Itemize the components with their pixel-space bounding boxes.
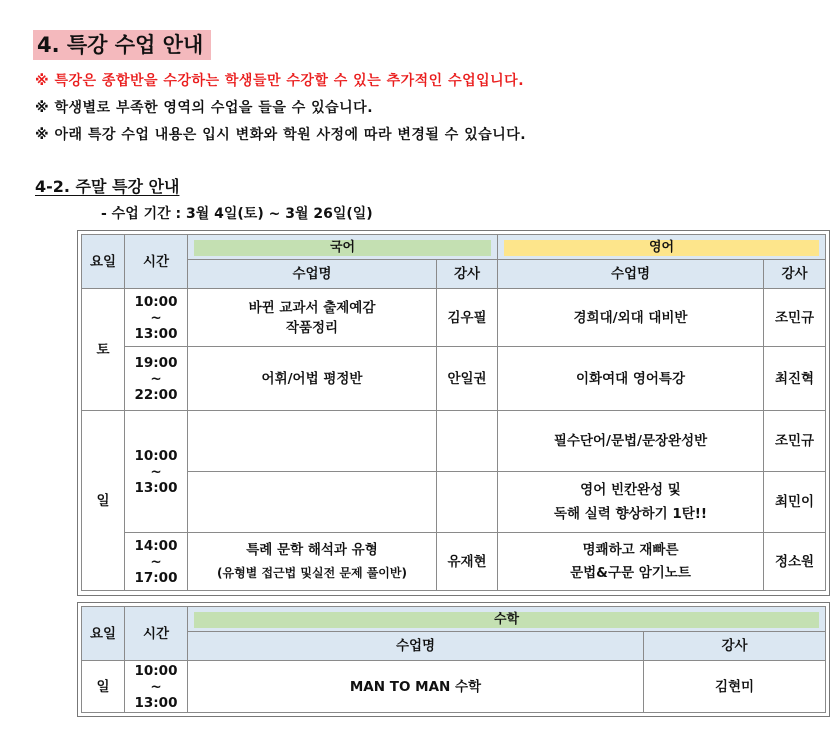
time-end: 22:00 xyxy=(134,386,178,403)
weekend-schedule-table-math xyxy=(81,606,826,713)
header-math: 수학 xyxy=(194,612,819,628)
time-end: 17:00 xyxy=(134,569,178,586)
english-teacher: 최진혁 xyxy=(764,347,826,411)
section-title: 4. 특강 수업 안내 xyxy=(33,30,211,60)
korean-teacher-empty xyxy=(437,411,498,472)
header-english-cell xyxy=(498,235,826,260)
subsection-title: 4-2. 주말 특강 안내 xyxy=(35,177,180,196)
header-day: 요일 xyxy=(82,235,125,289)
english-teacher: 정소원 xyxy=(764,533,826,591)
korean-teacher: 김우필 xyxy=(437,289,498,347)
table1-header-row-1 xyxy=(82,235,826,260)
table-row xyxy=(82,533,826,591)
header-english-course: 수업명 xyxy=(498,260,764,289)
course-line: 독해 실력 향상하기 1탄!! xyxy=(553,506,708,522)
header-math-course: 수업명 xyxy=(188,632,644,661)
day-saturday: 토 xyxy=(82,289,125,411)
english-teacher: 최민이 xyxy=(764,472,826,533)
header-day: 요일 xyxy=(82,607,125,661)
english-teacher: 조민규 xyxy=(764,289,826,347)
time-cell xyxy=(125,661,188,713)
time-cell xyxy=(125,347,188,411)
time-cell xyxy=(125,533,188,591)
header-time: 시간 xyxy=(125,607,188,661)
time-end: 13:00 xyxy=(134,479,178,496)
notice-line-1: ※ 특강은 종합반을 수강하는 학생들만 수강할 수 있는 추가적인 수업입니다. xyxy=(35,73,525,89)
table2-header-row-1 xyxy=(82,607,826,632)
course-line: 영어 빈칸완성 및 xyxy=(580,482,681,498)
course-line: 문법&구문 암기노트 xyxy=(570,565,691,581)
notice-line-3: ※ 아래 특강 수업 내용은 입시 변화와 학원 사정에 따라 변경될 수 있습니다. xyxy=(35,127,527,143)
time-separator: ~ xyxy=(150,463,162,480)
english-course xyxy=(498,533,764,591)
header-time: 시간 xyxy=(125,235,188,289)
korean-course: 어휘/어법 평정반 xyxy=(188,347,437,411)
table2-header-row-2 xyxy=(82,632,826,661)
english-course: 필수단어/문법/문장완성반 xyxy=(498,411,764,472)
table-row xyxy=(82,411,826,472)
time-cell xyxy=(125,411,188,533)
table-row xyxy=(82,661,826,713)
notice-line-2: ※ 학생별로 부족한 영역의 수업을 들을 수 있습니다. xyxy=(35,100,374,116)
time-end: 13:00 xyxy=(134,325,178,342)
header-korean-course: 수업명 xyxy=(188,260,437,289)
english-course: 이화여대 영어특강 xyxy=(498,347,764,411)
time-cell xyxy=(125,289,188,347)
course-line: (유형별 접근법 및실전 문제 풀이반) xyxy=(217,566,407,580)
english-teacher: 조민규 xyxy=(764,411,826,472)
time-start: 10:00 xyxy=(134,447,178,464)
time-start: 14:00 xyxy=(134,537,178,554)
weekend-schedule-table-korean-english xyxy=(81,234,826,591)
time-separator: ~ xyxy=(150,370,162,387)
course-line: 바뀐 교과서 출제예감 xyxy=(248,299,376,316)
korean-teacher: 안일권 xyxy=(437,347,498,411)
korean-teacher: 유재현 xyxy=(437,533,498,591)
math-course: MAN TO MAN 수학 xyxy=(188,661,644,713)
header-korean: 국어 xyxy=(194,240,491,256)
english-course xyxy=(498,472,764,533)
header-math-cell xyxy=(188,607,826,632)
course-line: 작품정리 xyxy=(285,319,339,336)
time-separator: ~ xyxy=(150,309,162,326)
header-english: 영어 xyxy=(504,240,819,256)
header-korean-teacher: 강사 xyxy=(437,260,498,289)
time-start: 19:00 xyxy=(134,354,178,371)
korean-course xyxy=(188,289,437,347)
course-period: - 수업 기간 : 3월 4일(토) ~ 3월 26일(일) xyxy=(101,206,373,222)
table-row xyxy=(82,472,826,533)
english-course: 경희대/외대 대비반 xyxy=(498,289,764,347)
table-row xyxy=(82,289,826,347)
korean-teacher-empty xyxy=(437,472,498,533)
korean-course xyxy=(188,533,437,591)
header-math-teacher: 강사 xyxy=(644,632,826,661)
table1-header-row-2 xyxy=(82,260,826,289)
math-teacher: 김현미 xyxy=(644,661,826,713)
course-line: 명쾌하고 재빠른 xyxy=(582,542,679,558)
course-line: 특례 문학 해석과 유형 xyxy=(246,542,378,558)
table-row xyxy=(82,347,826,411)
korean-course-empty xyxy=(188,472,437,533)
header-english-teacher: 강사 xyxy=(764,260,826,289)
time-separator: ~ xyxy=(150,678,162,695)
time-end: 13:00 xyxy=(134,694,178,711)
day-sunday: 일 xyxy=(82,661,125,713)
time-start: 10:00 xyxy=(134,293,178,310)
day-sunday: 일 xyxy=(82,411,125,591)
header-korean-cell xyxy=(188,235,498,260)
time-separator: ~ xyxy=(150,553,162,570)
time-start: 10:00 xyxy=(134,662,178,679)
korean-course-empty xyxy=(188,411,437,472)
